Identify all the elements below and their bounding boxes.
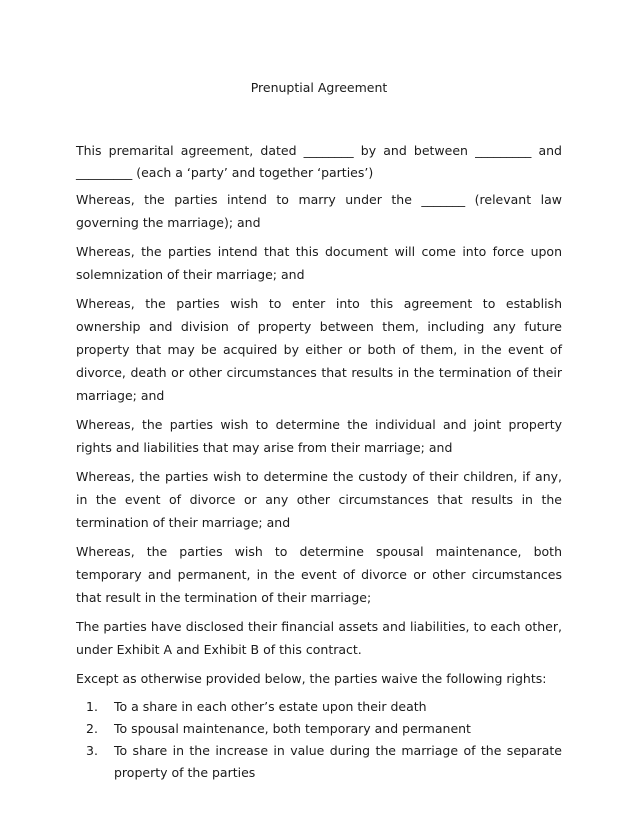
agreement-intro-paragraph: This premarital agreement, dated ________ by and between _________ and _________ (each a ‘party’ and together ‘parties’)	[76, 143, 562, 180]
waived-right-item	[86, 740, 562, 784]
document-title: Prenuptial Agreement	[250, 80, 388, 95]
waived-right-item	[86, 696, 562, 718]
document-body	[76, 140, 562, 784]
list-number: 3.	[86, 743, 98, 758]
waiver-intro-paragraph: Except as otherwise provided below, the parties waive the following rights:	[76, 671, 547, 686]
whereas-force-paragraph: Whereas, the parties intend that this document will come into force upon solemnization of their marriage; and	[76, 244, 562, 282]
whereas-rights-paragraph: Whereas, the parties wish to determine the individual and joint property rights and liabilities that may arise from their marriage; and	[76, 417, 562, 455]
list-item-text: To a share in each other’s estate upon their death	[114, 699, 427, 714]
waived-right-item	[86, 718, 562, 740]
list-item-text: To spousal maintenance, both temporary and permanent	[114, 721, 471, 736]
list-number: 2.	[86, 721, 98, 736]
list-number: 1.	[86, 699, 98, 714]
disclosure-paragraph: The parties have disclosed their financial assets and liabilities, to each other, under Exhibit A and Exhibit B of this contract.	[76, 619, 562, 657]
whereas-maintenance-paragraph: Whereas, the parties wish to determine spousal maintenance, both temporary and permanent, in the event of divorce or other circumstances that result in the termination of their marriage;	[76, 544, 562, 605]
list-item-text: To share in the increase in value during the marriage of the separate property of the parties	[114, 743, 562, 780]
waived-rights-list	[76, 696, 562, 784]
whereas-custody-paragraph: Whereas, the parties wish to determine the custody of their children, if any, in the event of divorce or any other circumstances that results in the termination of their marriage; and	[76, 469, 562, 530]
whereas-marry-paragraph: Whereas, the parties intend to marry under the _______ (relevant law governing the marriage); and	[76, 192, 562, 230]
whereas-property-paragraph: Whereas, the parties wish to enter into this agreement to establish ownership and division of property between them, including any future property that may be acquired by either or both of them, in the event of divorce, death or other circumstances that results in the termination of their marriage; and	[76, 296, 562, 403]
